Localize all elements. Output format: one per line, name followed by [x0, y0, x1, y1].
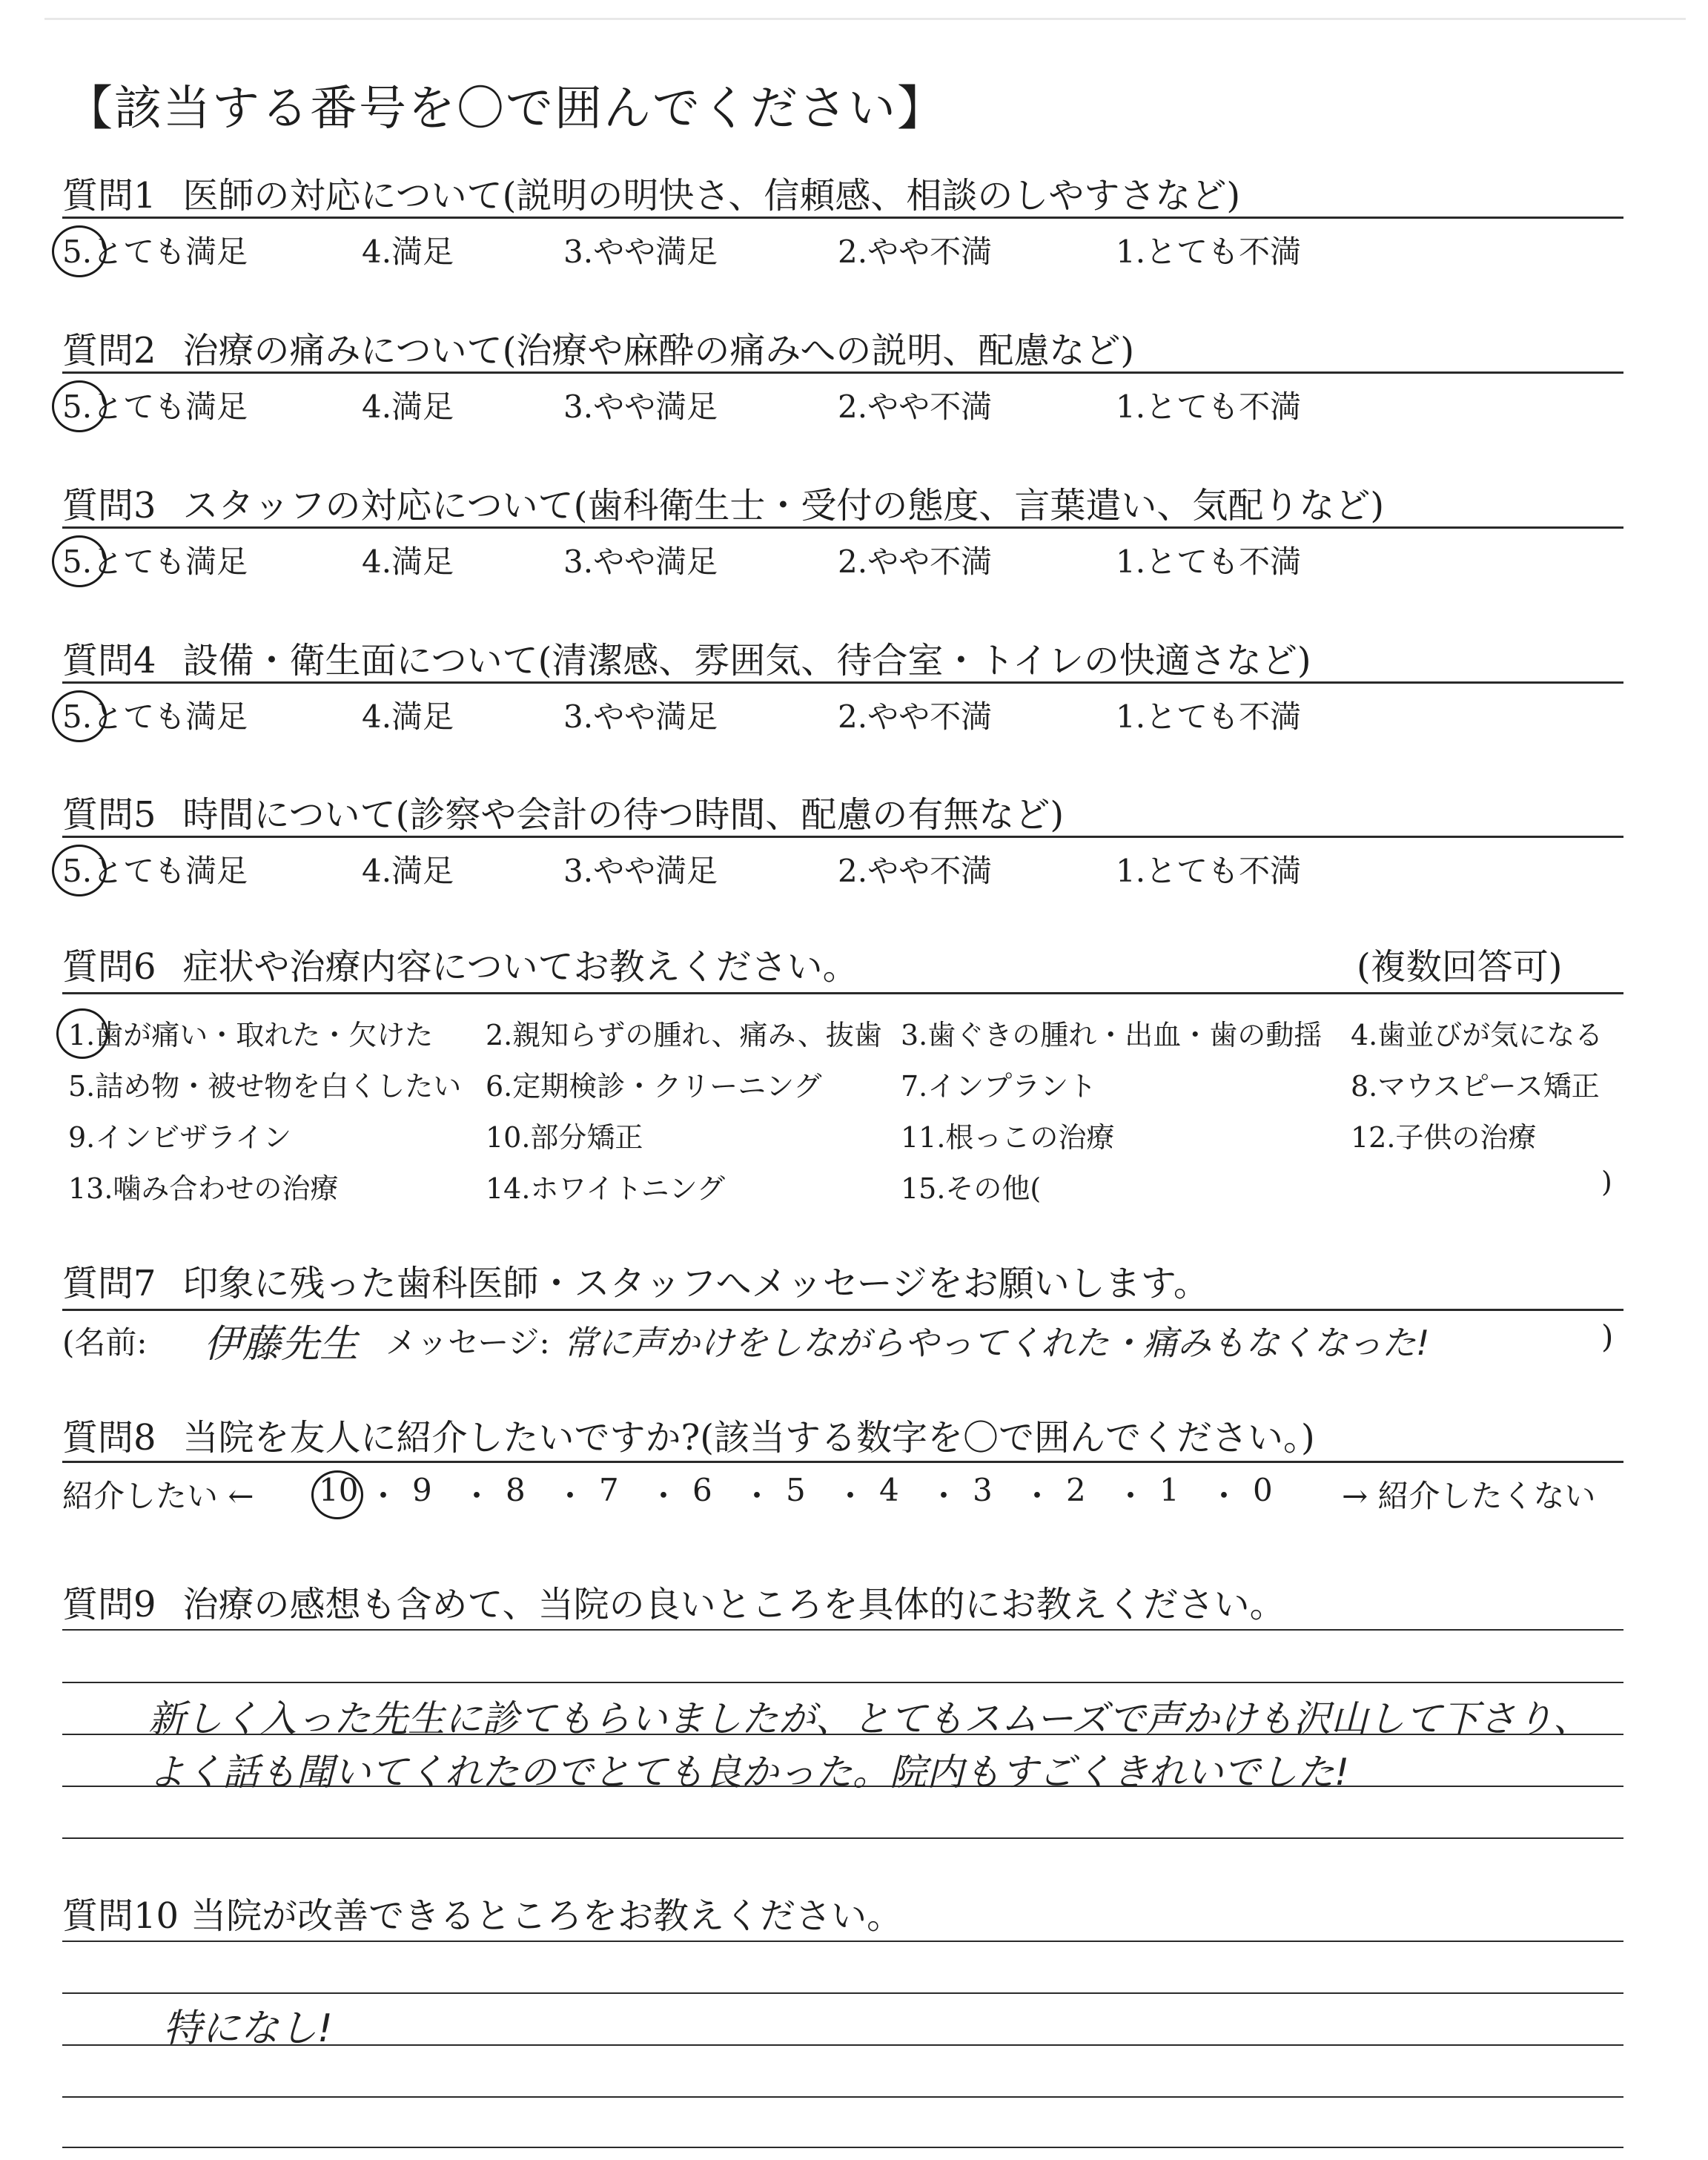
question-text: 時間について(診察や会計の待つ時間、配慮の有無など) [182, 794, 1065, 836]
name-value: 伊藤先生 [204, 1322, 359, 1367]
answer-line [62, 1992, 1623, 1994]
question-number: 質問4 [62, 640, 156, 681]
question-text: 治療の痛みについて(治療や麻酔の痛みへの説明、配慮など) [182, 330, 1135, 371]
recommend-value[interactable]: 0 [1253, 1472, 1273, 1508]
recommend-value[interactable]: 10 [319, 1472, 359, 1508]
q9-answer-line-1: 新しく入った先生に診てもらいましたが、とてもスムーズで声かけも沢山して下さり、 [148, 1697, 1590, 1740]
question-10 [62, 1887, 902, 1938]
multiple-answer-note: (複数回答可) [1357, 946, 1563, 988]
symptom-option[interactable]: 3.歯ぐきの腫れ・出血・歯の動揺 [901, 1019, 1323, 1051]
message-label: メッセージ: [385, 1324, 550, 1361]
scale-separator: ・ [835, 1478, 867, 1514]
symptom-option[interactable]: 11.根っこの治療 [901, 1121, 1115, 1154]
q9-answer-line-2: よく話も聞いてくれたのでとても良かった。院内もすごくきれいでした! [148, 1751, 1350, 1794]
satisfaction-option[interactable]: 1.とても不満 [1116, 234, 1302, 270]
question-2 [62, 322, 1134, 373]
question-4 [62, 632, 1311, 683]
symptom-option[interactable]: 7.インプラント [901, 1070, 1097, 1103]
page-heading: 【該当する番号を〇で囲んでください】 [65, 82, 946, 136]
selection-circle [52, 380, 107, 432]
satisfaction-option[interactable]: 2.やや不満 [838, 853, 993, 889]
recommend-value[interactable]: 4 [879, 1472, 899, 1508]
top-border [44, 18, 1686, 20]
recommend-value[interactable]: 8 [506, 1472, 526, 1508]
symptom-option[interactable]: 5.詰め物・被せ物を白くしたい [68, 1070, 462, 1103]
answer-line [62, 1941, 1623, 1942]
symptom-option[interactable]: 2.親知らずの腫れ、痛み、抜歯 [486, 1019, 882, 1051]
recommend-value[interactable]: 6 [692, 1472, 712, 1508]
scale-separator: ・ [741, 1478, 773, 1514]
answer-line [62, 1837, 1623, 1839]
satisfaction-option[interactable]: 5.とても満足 [62, 698, 248, 735]
divider [62, 526, 1623, 529]
name-label: (名前: [62, 1324, 148, 1361]
question-3 [62, 477, 1384, 528]
satisfaction-option[interactable]: 5.とても満足 [62, 389, 248, 425]
satisfaction-option[interactable]: 4.満足 [362, 853, 454, 889]
satisfaction-option[interactable]: 1.とても不満 [1116, 389, 1302, 425]
question-8 [62, 1409, 1315, 1460]
question-9 [62, 1576, 1285, 1627]
divider [62, 371, 1623, 374]
satisfaction-option[interactable]: 4.満足 [362, 544, 454, 580]
symptom-option[interactable]: 13.噛み合わせの治療 [68, 1172, 339, 1205]
selection-circle [52, 845, 107, 896]
question-number: 質問8 [62, 1417, 156, 1459]
symptom-option[interactable]: 14.ホワイトニング [486, 1172, 726, 1205]
symptom-option[interactable]: 1.歯が痛い・取れた・欠けた [68, 1019, 434, 1051]
satisfaction-option[interactable]: 3.やや満足 [563, 698, 718, 735]
question-number: 質問5 [62, 794, 156, 836]
scale-separator: ・ [648, 1478, 680, 1514]
question-number: 質問1 [62, 175, 156, 217]
question-text: 治療の感想も含めて、当院の良いところを具体的にお教えください。 [182, 1584, 1285, 1625]
answer-line [62, 2096, 1623, 2098]
question-text: 印象に残った歯科医師・スタッフへメッセージをお願いします。 [182, 1263, 1209, 1304]
scale-separator: ・ [1022, 1478, 1053, 1514]
satisfaction-option[interactable]: 5.とても満足 [62, 544, 248, 580]
answer-line [62, 1629, 1623, 1631]
answer-line [62, 1682, 1623, 1683]
recommend-value[interactable]: 5 [786, 1472, 806, 1508]
symptom-option[interactable]: 9.インビザライン [68, 1121, 292, 1154]
satisfaction-option[interactable]: 4.満足 [362, 698, 454, 735]
scale-separator: ・ [1208, 1478, 1240, 1514]
scale-separator: ・ [1115, 1478, 1147, 1514]
symptom-option[interactable]: 10.部分矯正 [486, 1121, 643, 1154]
question-number: 質問7 [62, 1263, 156, 1304]
divider [62, 217, 1623, 219]
scale-separator: ・ [461, 1478, 493, 1514]
selection-circle [52, 690, 107, 742]
question-number: 質問10 [62, 1895, 179, 1937]
divider [62, 836, 1623, 838]
divider [62, 992, 1623, 994]
selection-circle [56, 1008, 108, 1059]
scale-separator: ・ [928, 1478, 960, 1514]
satisfaction-option[interactable]: 3.やや満足 [563, 234, 718, 270]
selection-circle [311, 1470, 363, 1519]
question-number: 質問2 [62, 330, 156, 371]
recommend-value[interactable]: 1 [1159, 1472, 1179, 1508]
satisfaction-option[interactable]: 4.満足 [362, 389, 454, 425]
satisfaction-option[interactable]: 3.やや満足 [563, 853, 718, 889]
answer-line [62, 2147, 1623, 2148]
satisfaction-option[interactable]: 1.とても不満 [1116, 698, 1302, 735]
scale-separator: ・ [368, 1478, 400, 1514]
satisfaction-option[interactable]: 2.やや不満 [838, 389, 993, 425]
divider [62, 1461, 1623, 1463]
symptom-option[interactable]: 12.子供の治療 [1351, 1121, 1537, 1154]
question-text: 症状や治療内容についてお教えください。 [182, 946, 858, 988]
question-7 [62, 1255, 1209, 1306]
satisfaction-option[interactable]: 2.やや不満 [838, 234, 993, 270]
question-6 [62, 938, 858, 989]
symptom-option[interactable]: 6.定期検診・クリーニング [486, 1070, 822, 1103]
satisfaction-option[interactable]: 3.やや満足 [563, 389, 718, 425]
message-value: 常に声かけをしながらやってくれた・痛みもなくなった! [563, 1323, 1430, 1363]
recommend-value[interactable]: 9 [412, 1472, 432, 1508]
question-text: 当院が改善できるところをお教えください。 [191, 1895, 903, 1937]
question-number: 質問9 [62, 1584, 156, 1625]
scale-separator: ・ [555, 1478, 586, 1514]
q10-answer: 特になし! [163, 2007, 333, 2051]
selection-circle [52, 535, 107, 587]
question-5 [62, 786, 1064, 837]
recommend-right-label: → 紹介したくない [1342, 1478, 1596, 1514]
selection-circle [52, 225, 107, 277]
recommend-value[interactable]: 2 [1066, 1472, 1086, 1508]
question-text: 当院を友人に紹介したいですか?(該当する数字を〇で囲んでください。) [182, 1417, 1315, 1459]
satisfaction-option[interactable]: 3.やや満足 [563, 544, 718, 580]
other-close-paren: ) [1601, 1166, 1612, 1198]
satisfaction-option[interactable]: 2.やや不満 [838, 698, 993, 735]
question-text: スタッフの対応について(歯科衛生士・受付の態度、言葉遣い、気配りなど) [182, 485, 1385, 526]
question-1 [62, 167, 1240, 218]
recommend-value[interactable]: 7 [599, 1472, 619, 1508]
satisfaction-option[interactable]: 5.とても満足 [62, 234, 248, 270]
divider [62, 1309, 1623, 1311]
symptom-option[interactable]: 4.歯並びが気になる [1351, 1019, 1603, 1051]
satisfaction-option[interactable]: 1.とても不満 [1116, 544, 1302, 580]
divider [62, 681, 1623, 684]
close-paren: ) [1601, 1318, 1614, 1355]
satisfaction-option[interactable]: 4.満足 [362, 234, 454, 270]
symptom-option[interactable]: 8.マウスピース矯正 [1351, 1070, 1600, 1103]
satisfaction-option[interactable]: 2.やや不満 [838, 544, 993, 580]
satisfaction-option[interactable]: 1.とても不満 [1116, 853, 1302, 889]
question-number: 質問3 [62, 485, 156, 526]
recommend-left-label: 紹介したい ← [62, 1478, 254, 1514]
question-text: 設備・衛生面について(清潔感、雰囲気、待合室・トイレの快適さなど) [182, 640, 1311, 681]
satisfaction-option[interactable]: 5.とても満足 [62, 853, 248, 889]
question-text: 医師の対応について(説明の明快さ、信頼感、相談のしやすさなど) [182, 175, 1241, 217]
recommend-value[interactable]: 3 [973, 1472, 993, 1508]
symptom-option[interactable]: 15.その他( [901, 1172, 1042, 1205]
question-number: 質問6 [62, 946, 156, 988]
